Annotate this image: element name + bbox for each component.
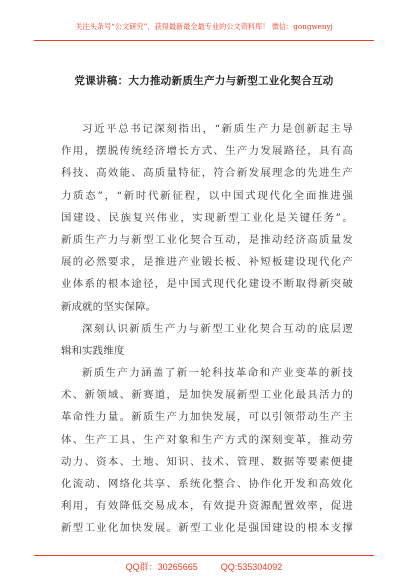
paragraph-line: 力质态”，“新时代新征程，以中国式现代化全面推进强 <box>61 189 353 202</box>
header-divider <box>34 40 374 41</box>
footer-divider <box>34 555 374 556</box>
paragraph-line: 深刻认识新质生产力与新型工业化契合互动的底层逻 <box>82 323 353 335</box>
paragraph-line: 体、生产工具、生产对象和生产方式的深刻变革，推动劳 <box>61 433 353 446</box>
footer-qq-group: QQ群：30265665 <box>125 562 198 572</box>
paragraph-line: 展的必然要求，是推进产业锻长板、补短板建设现代化产 <box>61 256 353 269</box>
footer-qq-number: QQ:535304092 <box>220 562 283 572</box>
paragraph-line: 动力、资本、土地、知识、技术、管理、数据等要素便捷 <box>61 455 353 468</box>
paragraph-line: 新成就的坚实保障。 <box>61 300 157 313</box>
paragraph-line: 辑和实践维度 <box>61 345 125 358</box>
paragraph-line: 习近平总书记深刻指出，“新质生产力是创新起主导 <box>82 123 353 135</box>
paragraph-2 <box>61 318 353 362</box>
paragraph-line: 革命性力量。新质生产力加快发展，可以引领带动生产主 <box>61 411 353 424</box>
paragraph-line: 利用，有效降低交易成本，有效提升资源配置效率，促进 <box>61 500 353 513</box>
paragraph-line: 术、新领域、新赛道，是加快发展新型工业化最具活力的 <box>61 389 353 402</box>
paragraph-line: 新质生产力与新型工业化契合互动，是推动经济高质量发 <box>61 233 353 246</box>
paragraph-3 <box>61 362 353 540</box>
paragraph-line: 国建设、民族复兴伟业，实现新型工业化是关键任务”。 <box>61 211 353 224</box>
paragraph-line: 作用，摆脱传统经济增长方式、生产力发展路径，具有高 <box>61 145 353 158</box>
paragraph-line: 新质生产力涵盖了新一轮科技革命和产业变革的新技 <box>82 367 353 379</box>
paragraph-1 <box>61 118 353 318</box>
paragraph-line: 新型工业化加快发展。新型工业化是强国建设的根本支撑 <box>61 522 353 535</box>
paragraph-line: 科技、高效能、高质量特征，符合新发展理念的先进生产 <box>61 167 353 180</box>
footer-contact <box>0 560 408 573</box>
paragraph-line: 业体系的根本途径，是中国式现代化建设不断取得新突破 <box>61 278 353 291</box>
paragraph-line: 化流动、网络化共享、系统化整合、协作化开发和高效化 <box>61 477 353 490</box>
header-banner: 关注头条号“公文研究”，获得最新最全最专业的公文资料库！ 微信：gongwenyj <box>75 22 333 31</box>
document-title: 党课讲稿：大力推动新质生产力与新型工业化契合互动 <box>74 75 334 87</box>
